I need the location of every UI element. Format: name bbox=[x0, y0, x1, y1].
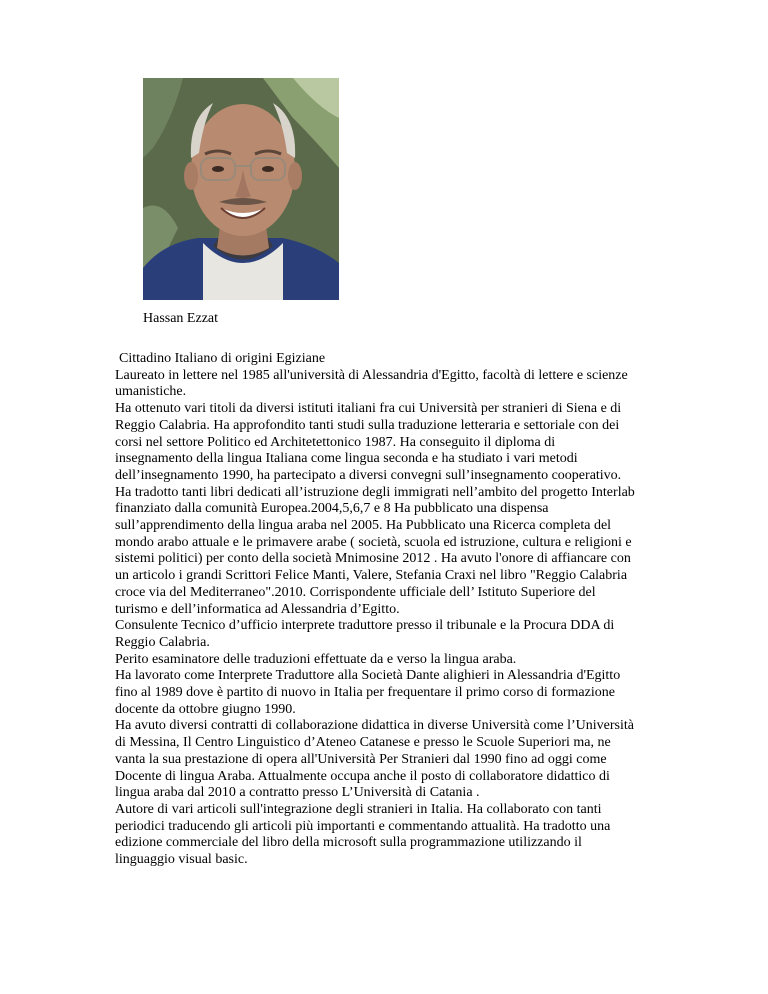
photo-caption: Hassan Ezzat bbox=[143, 311, 219, 326]
bio-paragraph: Ha lavorato come Interprete Traduttore alla Società Dante alighieri in Alessandria d'Egitto fino al 1989 dove è partito di nuovo in Italia per frequentare il primo corso di formazione docente da ottobre giugno 1990. bbox=[115, 668, 621, 717]
bio-paragraph: Ha ottenuto vari titoli da diversi istituti italiani fra cui Università per stranieri di Siena e di Reggio Calabria. Ha approfondito tanti studi sulla traduzione letteraria e settoriale con dei corsi nel settore Politico ed Architetettonico 1987. Ha conseguito il diploma di insegnamento della lingua Italiana come lingua seconda e ha studiato i vari metodi dell’insegnamento 1990, ha partecipato a diversi convegni sull’insegnamento cooperativo. Ha tradotto tanti libri dedicati all’istruzione degli immigrati nell’ambito del progetto Interlab finanziato dalla comunità Europea.2004,5,6,7 e 8 Ha pubblicato una dispensa sull’apprendimento della lingua araba nel 2005. Ha Pubblicato una Ricerca completa del mondo arabo attuale e le primavere arabe ( società, scuola ed istruzione, cultura e religioni e sistemi politici) per conto della società Mnimosine 2012 . Ha avuto l'onore di affiancare con un articolo i grandi Scrittori Felice Manti, Valere, Stefania Craxi nel libro "Reggio Calabria croce via del Mediterraneo".2010. Corrispondente ufficiale dell’ Istituto Superiore del turismo e dell’informatica ad Alessandria d’Egitto. bbox=[115, 401, 635, 617]
bio-paragraph: Laureato in lettere nel 1985 all'università di Alessandria d'Egitto, facoltà di lettere e scienze umanistiche. bbox=[115, 367, 628, 400]
biography-text bbox=[115, 351, 635, 869]
portrait-photo bbox=[143, 78, 339, 300]
bio-paragraph: Cittadino Italiano di origini Egiziane bbox=[119, 351, 326, 366]
bio-paragraph: Autore di vari articoli sull'integrazione degli stranieri in Italia. Ha collaborato con tanti periodici traducendo gli articoli più importanti e commentando attualità. Ha tradotto una edizione commerciale del libro della microsoft sulla programmazione utilizzando il linguaggio visual basic. bbox=[115, 801, 611, 868]
bio-paragraph: Ha avuto diversi contratti di collaborazione didattica in diverse Università come l’Università di Messina, Il Centro Linguistico d’Ateneo Catanese e presso le Scuole Superiori ma, ne vanta la sua prestazione di opera all'Università Per Stranieri dal 1990 fino ad oggi come Docente di lingua Araba. Attualmente occupa anche il posto di collaboratore didattico di lingua araba dal 2010 a contratto presso L’Università di Catania . bbox=[115, 718, 634, 801]
bio-paragraph: Perito esaminatore delle traduzioni effettuate da e verso la lingua araba. bbox=[115, 651, 517, 667]
portrait-illustration bbox=[143, 78, 339, 300]
bio-paragraph: Consulente Tecnico d’ufficio interprete traduttore presso il tribunale e la Procura DDA di Reggio Calabria. bbox=[115, 618, 615, 650]
